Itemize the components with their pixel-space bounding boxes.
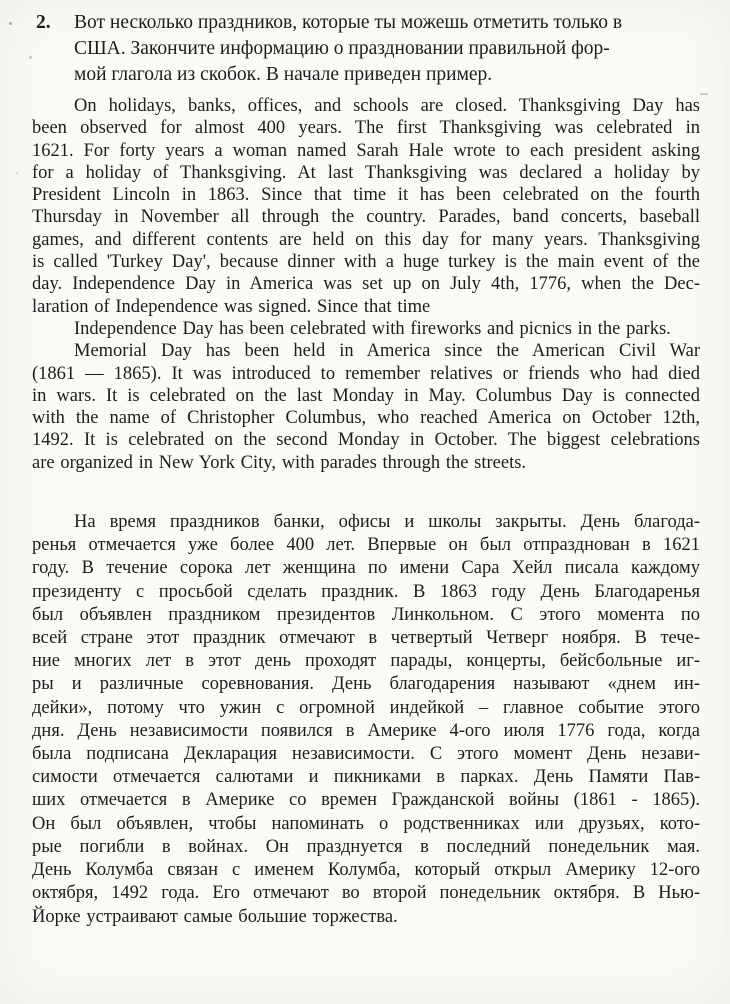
text-line: Йорке устраивают самые большие торжества.	[32, 906, 398, 927]
text-line: дня. День независимости появился в Америке 4-ого июля 1776 года, когда	[32, 720, 700, 741]
text-line: была подписана Декларация независимости. С этого момент День незави-	[32, 744, 700, 765]
text-line: been observed for almost 400 years. The first Thanksgiving was celebrated in	[32, 118, 700, 139]
text-line: Thursday in November all through the country. Parades, band concerts, baseball	[32, 207, 700, 228]
russian-translation-block	[32, 511, 700, 929]
exercise-header	[32, 10, 700, 88]
text-line: 1621. For forty years a woman named Sarah Hale wrote to each president asking	[32, 140, 700, 161]
text-line: рые погибли в войнах. Он празднуется в последний понедельник мая.	[32, 836, 700, 857]
text-line: day. Independence Day in America was set up on July 4th, 1776, when the Dec-	[32, 274, 700, 295]
exercise-instruction	[74, 10, 700, 88]
text-line: in wars. It is celebrated on the last Monday in May. Columbus Day is connected	[32, 385, 700, 406]
text-line: Independence Day has been celebrated with fireworks and picnics in the parks.	[74, 318, 671, 339]
text-line: Memorial Day has been held in America since the American Civil War	[74, 341, 700, 362]
english-text-block	[32, 95, 700, 474]
paragraph	[32, 511, 700, 929]
text-line: президенту с просьбой сделать праздник. В 1863 году День Благодаренья	[32, 581, 700, 602]
text-line: (1861 — 1865). It was introduced to remember relatives or friends who had died	[32, 363, 700, 384]
paragraph	[32, 95, 700, 318]
scan-speckle	[9, 22, 12, 25]
page-content	[32, 10, 700, 929]
text-line: are organized in New York City, with parades through the streets.	[32, 452, 527, 473]
text-line: is called 'Turkey Day', because dinner with a huge turkey is the main event of the	[32, 252, 700, 273]
text-line: ры и различные соревнования. День благодарения называют «днем ин-	[32, 674, 700, 695]
text-line: President Lincoln in 1863. Since that time it has been celebrated on the fourth	[32, 185, 700, 206]
text-line: симости отмечается салютами и пикниками в парках. День Памяти Пав-	[32, 767, 700, 788]
text-line: On holidays, banks, offices, and schools are closed. Thanksgiving Day has	[74, 96, 700, 116]
scan-speckle	[700, 93, 708, 95]
text-line: году. В течение сорока лет женщина по имени Сара Хейл писала каждому	[32, 558, 700, 579]
text-line: дейки», потому что ужин с огромной индейкой – главное событие этого	[32, 697, 700, 718]
text-line: октября, 1492 года. Его отмечают во второй понедельник октября. В Нью-	[32, 883, 700, 904]
text-line: with the name of Christopher Columbus, who reached America on October 12th,	[32, 408, 700, 429]
paragraph	[32, 318, 700, 340]
text-line: был объявлен праздником президентов Линкольном. С этого момента по	[32, 604, 700, 625]
text-line: День Колумба связан с именем Колумба, который открыл Америку 12-ого	[32, 860, 700, 881]
text-line: ние многих лет в этот день проходят парады, концерты, бейсбольные иг-	[32, 651, 700, 672]
text-line: Он был объявлен, чтобы напоминать о родственниках или друзьях, кото-	[32, 813, 700, 834]
text-line: for a holiday of Thanksgiving. At last Thanksgiving was declared a holiday by	[32, 162, 700, 183]
text-line: Вот несколько праздников, которые ты можешь отметить только в	[74, 12, 623, 33]
text-line: ренья отмечается уже более 400 лет. Впервые он был отпразднован в 1621	[32, 535, 700, 556]
text-line: laration of Independence was signed. Since that time	[32, 296, 431, 317]
text-line: всей стране этот праздник отмечают в четвертый Четверг ноября. В тече-	[32, 628, 700, 649]
text-line: games, and different contents are held on this day for many years. Thanksgiving	[32, 229, 700, 250]
text-line: ших отмечается в Америке со времен Гражданской войны (1861 - 1865).	[32, 790, 700, 811]
scan-speckle	[16, 172, 18, 174]
text-line: мой глагола из скобок. В начале приведен пример.	[74, 64, 493, 85]
text-line: 1492. It is celebrated on the second Monday in October. The biggest celebrations	[32, 430, 700, 451]
exercise-number: 2.	[36, 12, 51, 33]
paragraph	[74, 10, 700, 88]
text-line: США. Закончите информацию о праздновании правильной фор-	[74, 38, 610, 59]
scan-speckle	[29, 56, 32, 59]
text-line: На время праздников банки, офисы и школы закрыты. День благода-	[74, 512, 700, 533]
paragraph	[32, 340, 700, 474]
